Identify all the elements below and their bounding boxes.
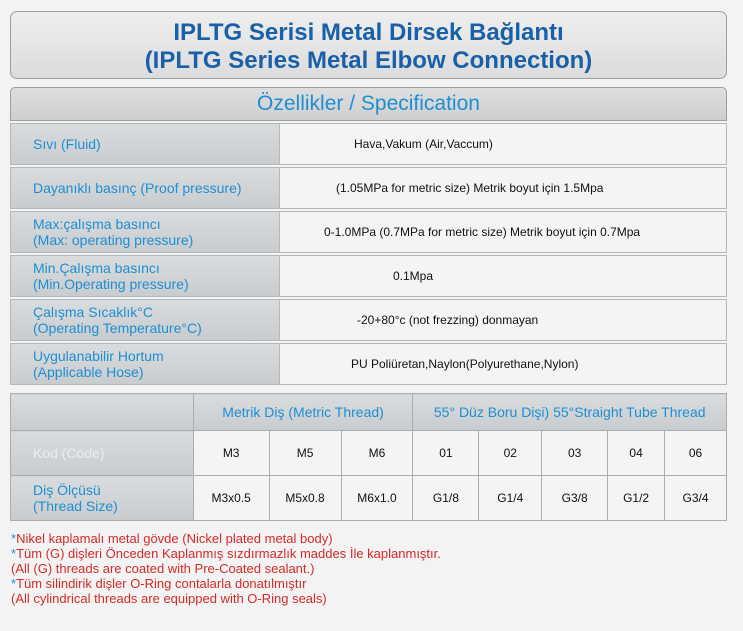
thread-header-row — [11, 394, 727, 431]
specification-header: Özellikler / Specification — [10, 87, 727, 121]
spec-value — [280, 211, 727, 253]
spec-row-min-pressure — [10, 255, 727, 297]
note-line — [11, 591, 731, 606]
size-cell: G1/2 — [608, 476, 665, 521]
spec-label — [10, 211, 280, 253]
spec-row-applicable-hose — [10, 343, 727, 385]
code-cell: 02 — [479, 431, 542, 476]
size-cell: G1/8 — [413, 476, 479, 521]
spec-label-subtext: (Max: operating pressure) — [33, 232, 194, 248]
spec-label-text: Uygulanabilir Hortum — [33, 348, 164, 364]
code-row — [11, 431, 727, 476]
size-cell: G3/8 — [542, 476, 608, 521]
spec-value — [280, 255, 727, 297]
spec-label-text: Sıvı (Fluid) — [33, 136, 101, 152]
code-cell: 03 — [542, 431, 608, 476]
notes-section — [11, 531, 731, 606]
note-text: (All cylindrical threads are equipped with O-Ring seals) — [11, 591, 327, 606]
spec-label — [10, 167, 280, 209]
spec-row-temperature — [10, 299, 727, 341]
thread-header-blank — [11, 394, 194, 431]
note-star: * — [11, 531, 17, 546]
code-cell: 06 — [665, 431, 727, 476]
note-line — [11, 561, 731, 576]
code-cell: M5 — [269, 431, 341, 476]
note-text: Nikel kaplamalı metal gövde (Nickel plated metal body) — [16, 531, 333, 546]
spec-label-text: Çalışma Sıcaklık°C — [33, 304, 153, 320]
note-line — [11, 546, 731, 561]
size-cell: M3x0.5 — [193, 476, 269, 521]
spec-label — [10, 123, 280, 165]
spec-row-proof-pressure — [10, 167, 727, 209]
title-turkish: IPLTG Serisi Metal Dirsek Bağlantı — [173, 19, 564, 46]
code-cell: M6 — [341, 431, 413, 476]
spec-label — [10, 343, 280, 385]
spec-value — [280, 123, 727, 165]
spec-label-subtext: (Applicable Hose) — [33, 364, 144, 380]
thread-size-label-subtext: (Thread Size) — [33, 498, 118, 514]
spec-label-subtext: (Min.Operating pressure) — [33, 276, 189, 292]
spec-label-text: Max:çalışma basıncı — [33, 216, 161, 232]
spec-value — [280, 343, 727, 385]
note-line — [11, 531, 731, 546]
thread-size-label-text: Diş Ölçüsü — [33, 482, 101, 498]
note-text: Tüm (G) dişleri Önceden Kaplanmış sızdırmazlık maddes İle kaplanmıştır. — [16, 546, 441, 561]
note-star: * — [11, 576, 17, 591]
size-cell: G3/4 — [665, 476, 727, 521]
spec-value-text: Hava,Vakum (Air,Vaccum) — [354, 137, 493, 151]
spec-value-text: 0.1Mpa — [393, 269, 434, 283]
note-text: (All (G) threads are coated with Pre-Coated sealant.) — [11, 561, 315, 576]
note-star: * — [11, 546, 17, 561]
spec-value — [280, 299, 727, 341]
spec-label-subtext: (Operating Temperature°C) — [33, 320, 202, 336]
spec-row-fluid — [10, 123, 727, 165]
spec-label — [10, 255, 280, 297]
spec-value — [280, 167, 727, 209]
size-cell: M5x0.8 — [269, 476, 341, 521]
code-cell: 01 — [413, 431, 479, 476]
spec-value-text: 0-1.0MPa (0.7MPa for metric size) Metrik boyut için 0.7Mpa — [324, 225, 641, 239]
spec-label-text: Dayanıklı basınç (Proof pressure) — [33, 180, 242, 196]
spec-row-max-pressure — [10, 211, 727, 253]
thread-size-label — [11, 476, 194, 521]
straight-thread-header: 55° Düz Boru Dişi) 55°Straight Tube Thread — [413, 394, 727, 431]
size-cell: G1/4 — [479, 476, 542, 521]
spec-label-text: Min.Çalışma basıncı — [33, 260, 160, 276]
size-cell: M6x1.0 — [341, 476, 413, 521]
spec-value-text: (1.05MPa for metric size) Metrik boyut için 1.5Mpa — [336, 181, 604, 195]
code-cell: M3 — [193, 431, 269, 476]
thread-size-row — [11, 476, 727, 521]
specification-table — [10, 123, 727, 387]
title-banner — [10, 11, 727, 79]
spec-label — [10, 299, 280, 341]
thread-table — [10, 393, 727, 521]
code-cell: 04 — [608, 431, 665, 476]
note-line — [11, 576, 731, 591]
spec-value-text: -20+80°c (not frezzing) donmayan — [357, 313, 539, 327]
spec-value-text: PU Poliüretan,Naylon(Polyurethane,Nylon) — [351, 357, 579, 371]
code-label: Kod (Code) — [11, 431, 194, 476]
note-text: Tüm silindirik dişler O-Ring contalarla donatılmıştır — [16, 576, 307, 591]
title-english: (IPLTG Series Metal Elbow Connection) — [144, 47, 593, 74]
metric-thread-header: Metrik Diş (Metric Thread) — [193, 394, 413, 431]
